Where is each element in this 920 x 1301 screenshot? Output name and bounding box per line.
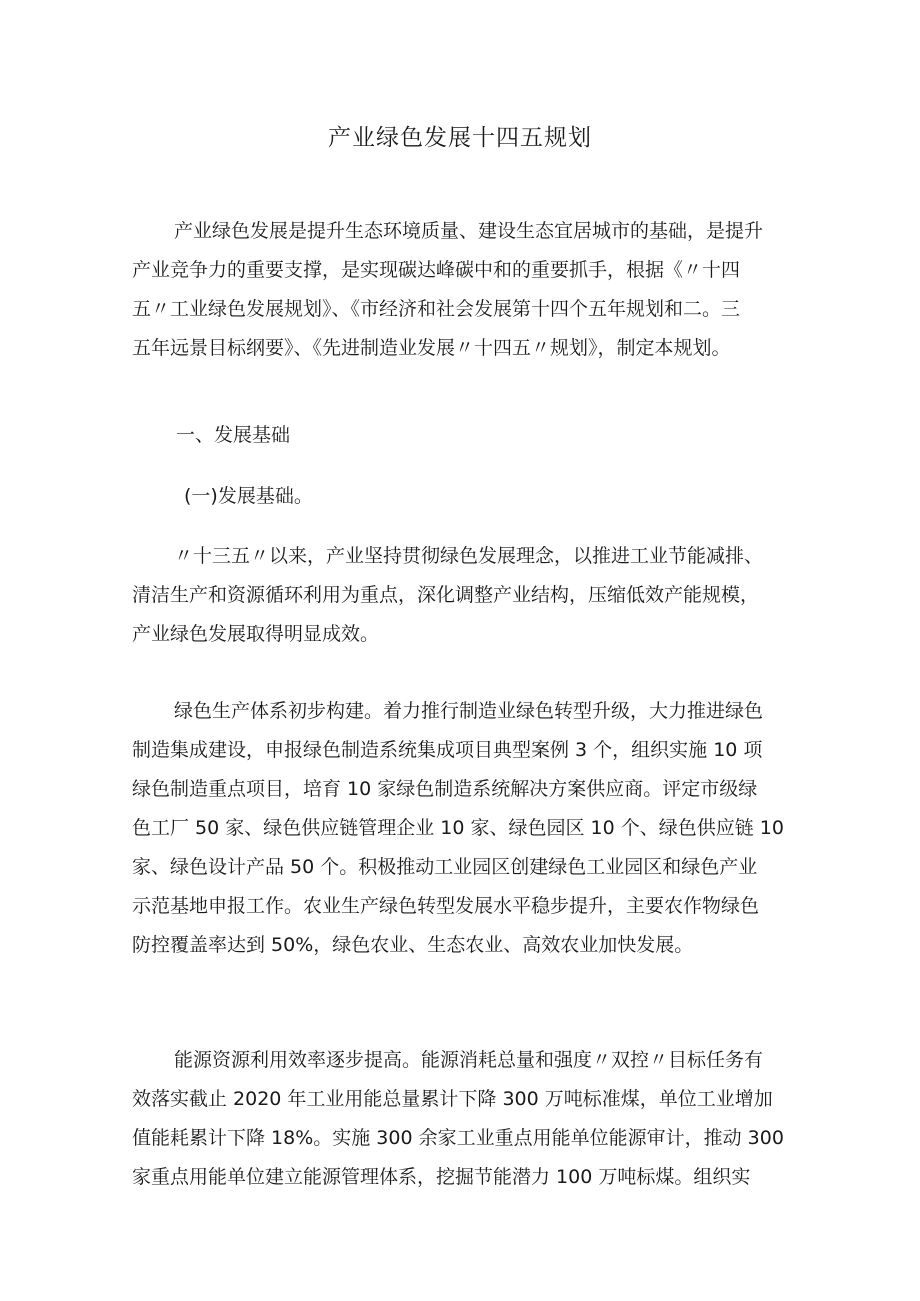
text-line: 家重点用能单位建立能源管理体系，挖掘节能潜力 100 万吨标煤。组织实 <box>132 1166 751 1188</box>
text-line: 清洁生产和资源循环利用为重点，深化调整产业结构，压缩低效产能规模， <box>132 584 760 606</box>
intro-paragraph <box>132 212 802 368</box>
section-heading: 一、发展基础 <box>176 424 291 446</box>
text-line: 产业绿色发展是提升生态环境质量、建设生态宜居城市的基础，是提升 <box>174 220 764 242</box>
paragraph-energy-efficiency <box>132 1041 802 1197</box>
text-line: 色工厂 50 家、绿色供应链管理企业 10 家、绿色园区 10 个、绿色供应链 10 <box>132 817 784 839</box>
text-line: 绿色生产体系初步构建。着力推行制造业绿色转型升级，大力推进绿色 <box>174 700 764 722</box>
text-line: 能源资源利用效率逐步提高。能源消耗总量和强度〃双控〃目标任务有 <box>174 1049 764 1071</box>
document-title: 产业绿色发展十四五规划 <box>328 125 592 151</box>
text-line: 五〃工业绿色发展规划》、《市经济和社会发展第十四个五年规划和二。三 <box>132 298 741 320</box>
text-line: 家、绿色设计产品 50 个。积极推动工业园区创建绿色工业园区和绿色产业 <box>132 856 758 878</box>
text-line: 五年远景目标纲要》、《先进制造业发展〃十四五〃规划》，制定本规划。 <box>132 337 731 359</box>
text-line: 制造集成建设，申报绿色制造系统集成项目典型案例 3 个，组织实施 10 项 <box>132 739 763 761</box>
text-line: 产业绿色发展取得明显成效。 <box>132 623 380 645</box>
text-line: 值能耗累计下降 18%。实施 300 余家工业重点用能单位能源审计，推动 300 <box>132 1127 784 1149</box>
text-line: 产业竞争力的重要支撑，是实现碳达峰碳中和的重要抓手，根据《〃十四 <box>132 259 741 281</box>
text-line: 示范基地申报工作。农业生产绿色转型发展水平稳步提升，主要农作物绿色 <box>132 895 760 917</box>
text-line: 绿色制造重点项目，培育 10 家绿色制造系统解决方案供应商。评定市级绿 <box>132 778 758 800</box>
subsection-heading: (一)发展基础。 <box>184 485 313 507</box>
text-line: 防控覆盖率达到 50%，绿色农业、生态农业、高效农业加快发展。 <box>132 934 694 956</box>
paragraph-overview <box>132 537 802 654</box>
text-line: 〃十三五〃以来，产业坚持贯彻绿色发展理念，以推进工业节能减排、 <box>174 545 764 567</box>
paragraph-green-production <box>132 692 802 965</box>
text-line: 效落实截止 2020 年工业用能总量累计下降 300 万吨标准煤，单位工业增加 <box>132 1088 773 1110</box>
